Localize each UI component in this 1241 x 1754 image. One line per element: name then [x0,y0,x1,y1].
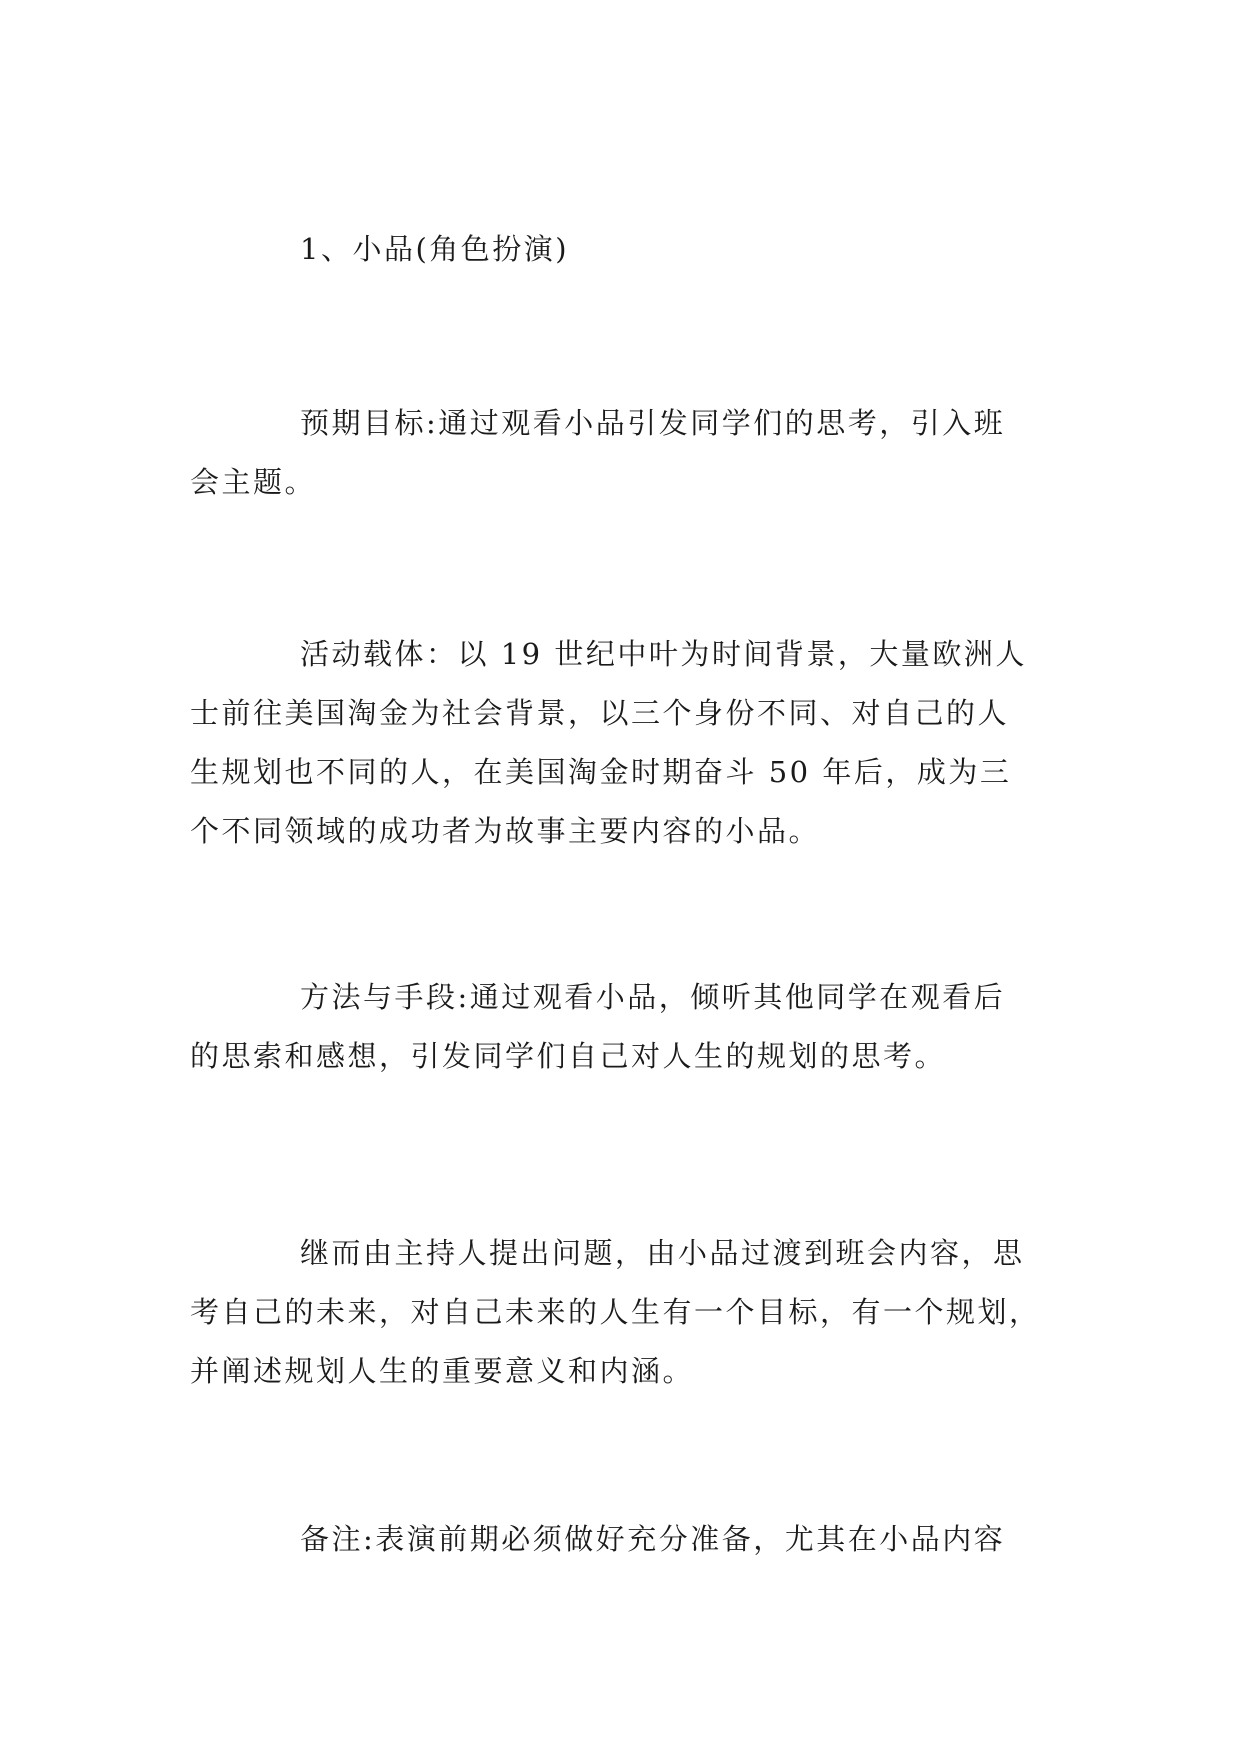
text-line: 士前往美国淘金为社会背景，以三个身份不同、对自己的人 [190,696,1010,730]
text-line: 活动载体：以 19 世纪中叶为时间背景，大量欧洲人 [300,637,1027,671]
text-line: 个不同领域的成功者为故事主要内容的小品。 [190,814,821,848]
text-line: 考自己的未来，对自己未来的人生有一个目标，有一个规划， [190,1295,1041,1329]
text-line: 继而由主持人提出问题，由小品过渡到班会内容，思 [300,1236,1025,1270]
text-line: 方法与手段:通过观看小品，倾听其他同学在观看后 [300,980,1006,1014]
paragraph-host-question [190,1224,1050,1401]
paragraph-remarks [190,1510,1050,1569]
paragraph-methods [190,968,1050,1086]
text-line: 会主题。 [190,465,317,499]
paragraph-activity-carrier [190,625,1050,861]
text-line: 1、小品(角色扮演) [300,232,570,266]
text-line: 生规划也不同的人，在美国淘金时期奋斗 50 年后，成为三 [190,755,1012,789]
text-line: 预期目标:通过观看小品引发同学们的思考，引入班 [300,406,1006,440]
text-line: 并阐述规划人生的重要意义和内涵。 [190,1354,695,1388]
text-line: 备注:表演前期必须做好充分准备，尤其在小品内容 [300,1522,1006,1556]
text-line: 的思索和感想，引发同学们自己对人生的规划的思考。 [190,1039,947,1073]
paragraph-expected-goal [190,394,1050,512]
section-heading [190,220,1050,279]
